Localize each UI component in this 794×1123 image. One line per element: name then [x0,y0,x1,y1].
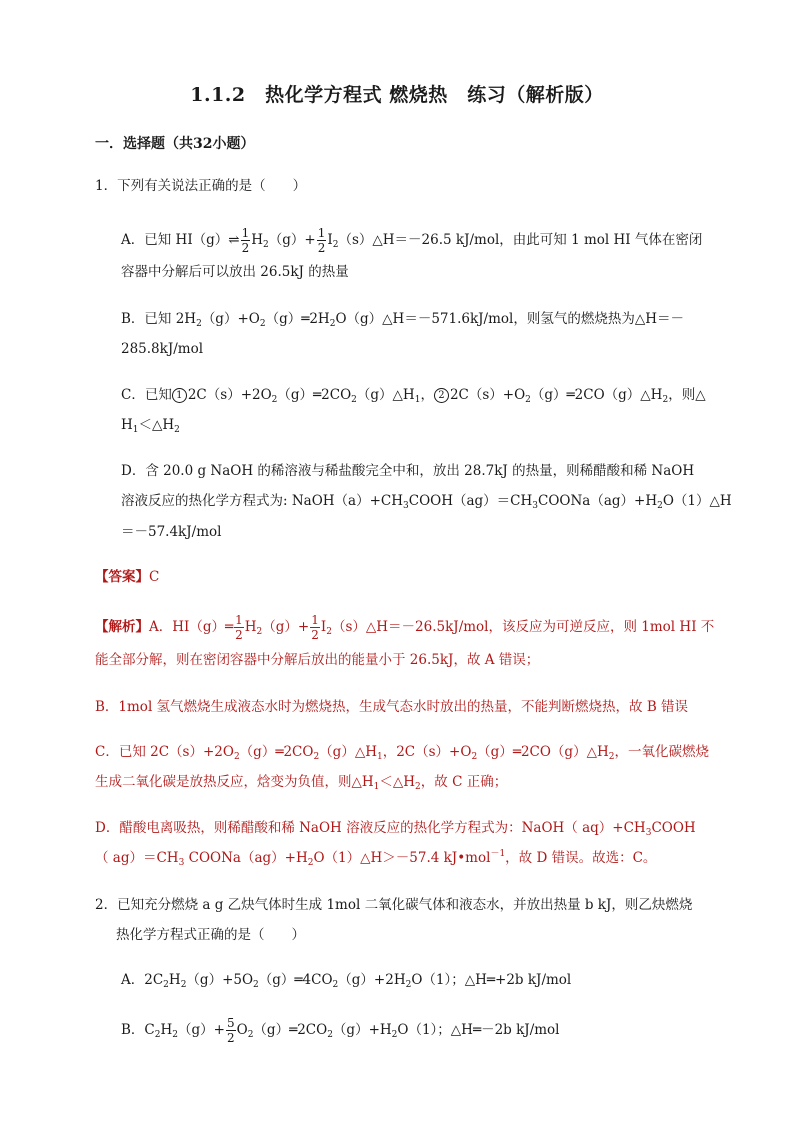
q1-option-a-line1: A．已知 HI（g）⇌ $\frac{1}{2}$ $H_2(g)+$ $\frac{1}{2}$ $I_2(s)\triangle H=-26.5$ kJ/mol，由此可知 1 mol HI 气体在密闭 [121,226,703,255]
fraction: $\frac{5}{2}$ [226,1016,235,1045]
question-2-stem-line2: 热化学方程式正确的是（ ） [116,927,305,943]
fraction: $\frac{1}{2}$ [235,613,243,642]
q1-analysis-d-line2: （ $ag)=CH_3$ $COONa(ag)+H_2O(1)\triangle H>-57.4$ kJ•mol$^{-1}$，故 D 错误。故选：C。 [95,849,657,868]
page-title: 1.1.2 热化学方程式 燃烧热 练习（解析版） [190,84,604,106]
fraction: $\frac{1}{2}$ [317,226,326,255]
fraction: $\frac{1}{2}$ [311,613,319,642]
q1-analysis-c-line2: 生成二氧化碳是放热反应，焓变为负值，则$\triangle H_1<\triangle H_2$，故 C 正确； [95,774,508,792]
fraction: $\frac{1}{2}$ [241,226,250,255]
q1-analysis-c-line1: C．已知 $2C(s)+2O_2(g)═2CO_2(g)\triangle H_1$，$2C(s)+O_2(g)═2CO(g)\triangle H_2$，一氧化碳燃烧 [95,744,709,762]
circled-number: 2 [434,388,449,403]
q2-option-b: B．$C_2H_2(g)+$ $\frac{5}{2}$ $O_2(g)═2CO_2(g)+H_2O(1)$；△H═－2b kJ/mol [121,1016,560,1045]
q1-analysis-a-line1: 【解析】A．HI（g）═ $\frac{1}{2}$ $H_2(g)+$ $\frac{1}{2}$ $I_2(s)\triangle H=-26.5kJ$/mol，该反应为可逆反应，则 1mol HI 不 [95,613,715,642]
question-1-stem: 1．下列有关说法正确的是（ ） [95,178,307,194]
q1-option-c-line1: C．已知 1 $2C(s)+2O_2(g)═2CO_2(g)\triangle H_1$， 2 $2C(s)+O_2(g)═2CO(g)\triangle H_2$，则△ [121,387,706,405]
q1-analysis-a-line2: 能全部分解，则在密闭容器中分解后放出的能量小于 26.5kJ，故 A 错误； [95,652,540,668]
q1-option-b-line1: B．已知 $2H_2(g)+O_2(g)═2H_2O(g)\triangle H=-571.6kJ$/mol，则氢气的燃烧热为△H＝－ [121,311,685,329]
q1-option-c-line2: $H_1<\triangle H_2$ [121,417,180,435]
section-heading: 一．选择题（共32小题） [95,136,255,152]
question-2-stem-line1: 2．已知充分燃烧 a g 乙炔气体时生成 1mol 二氧化碳气体和液态水，并放出热量 b kJ，则乙炔燃烧 [95,897,693,913]
q1-analysis-d-line1: D．醋酸电离吸热，则稀醋酸和稀 NaOH 溶液反应的热化学方程式为：NaOH（ $aq)+CH_3COOH$ [95,820,696,838]
q1-option-d-line1: D．含 20.0 g NaOH 的稀溶液与稀盐酸完全中和，放出 28.7kJ 的热量，则稀醋酸和稀 NaOH [121,463,695,479]
q2-option-a: A．$2C_2H_2(g)+5O_2(g)═4CO_2(g)+2H_2O(1)$；△H═+2b kJ/mol [121,972,572,990]
q1-option-d-line3: ＝－57.4kJ/mol [121,524,222,540]
q1-analysis-b: B．1mol 氢气燃烧生成液态水时为燃烧热，生成气态水时放出的热量，不能判断燃烧热，故 B 错误 [95,699,689,715]
q1-answer: 【答案】C [95,569,160,585]
q1-option-b-line2: 285.8kJ/mol [121,341,204,357]
q1-option-a-line2: 容器中分解后可以放出 26.5kJ 的热量 [121,264,349,280]
circled-number: 1 [172,388,187,403]
q1-option-d-line2: 溶液反应的热化学方程式为: $NaOH(a)+CH_3COOH(ag)=CH_3COONa(ag)+H_2O(1)\triangle H$ [121,493,732,511]
